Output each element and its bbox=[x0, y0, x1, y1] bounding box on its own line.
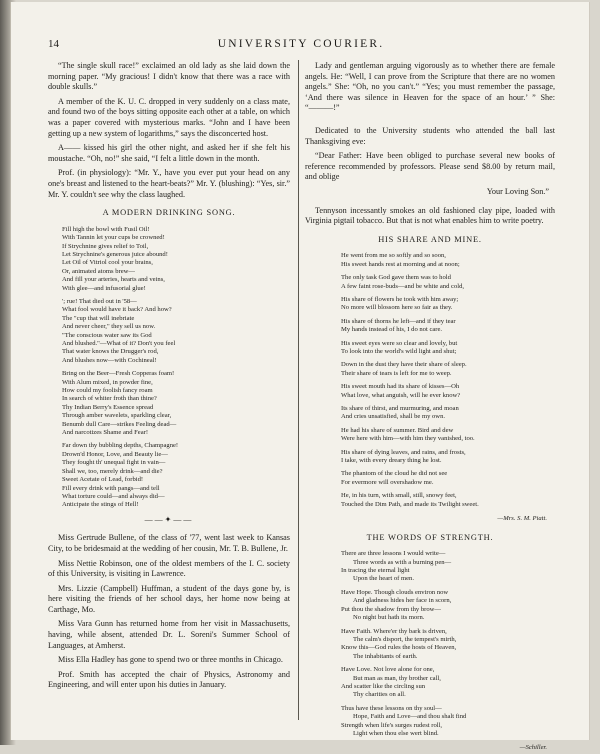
poem-line: Let Strychnine's generous juice abound! bbox=[62, 250, 168, 258]
poem-line: Light when thou else wert blind. bbox=[353, 729, 439, 737]
poem-stanza bbox=[341, 340, 555, 357]
poem-stanza bbox=[341, 492, 555, 509]
poem-line: And never cheer," they sell us now. bbox=[62, 323, 156, 331]
poem-line: For evermore will overshadow me. bbox=[341, 478, 434, 486]
poem-line: I take, with every dreary thing he lost. bbox=[341, 457, 442, 465]
poem-line: Hope, Faith and Love—and thou shalt find bbox=[353, 713, 467, 721]
poem-line: Have Love. Not love alone for one, bbox=[341, 666, 435, 674]
letter-closing: Your Loving Son.” bbox=[486, 186, 549, 196]
tennyson-paragraph: Tennyson incessantly smokes an old fashioned clay pipe, loaded with Virginia pigtail tobacco. But that is not what enables him to write poetry. bbox=[305, 205, 555, 226]
poem-stanza bbox=[62, 298, 290, 365]
page-number: 14 bbox=[48, 38, 59, 50]
poem-line: Put thou the shadow from thy brow— bbox=[341, 605, 441, 613]
personal-paragraph: Miss Vara Gunn has returned home from her visit in Massachusetts, having, while absent, attended Dr. L. Soreni's Summer School of Languages, at Amherst. bbox=[48, 619, 290, 650]
personal-paragraph: Miss Nettie Robinson, one of the oldest members of the I. C. society of this University, is visiting in Lawrence. bbox=[48, 558, 290, 579]
poem-stanza bbox=[341, 628, 555, 662]
poem-line: Thus have these lessons on thy soul— bbox=[341, 704, 442, 712]
poem-line: To look into the world's wild light and shut; bbox=[341, 347, 457, 355]
poem-line: The calm's disport, the tempest's mirth, bbox=[353, 635, 457, 643]
poem-line: And blushes now—with Cochineal! bbox=[62, 356, 157, 364]
poem-line: Bring on the Beer—Fresh Copperas foam! bbox=[62, 370, 175, 378]
poem-stanza bbox=[341, 274, 555, 291]
poem-line: Sweet Acetate of Lead, forbid! bbox=[62, 476, 144, 484]
poem-stanza bbox=[341, 361, 555, 378]
poem-stanza bbox=[62, 370, 290, 437]
poem-line: Drown'd Honor, Love, and Beauty lie— bbox=[62, 450, 168, 458]
poem-line: And blushed."—What of it? Don't you feel bbox=[62, 340, 176, 347]
poem-stanza bbox=[341, 405, 555, 422]
poem-line: What fool would have it back? And how? bbox=[62, 306, 172, 314]
poem-stanza bbox=[341, 589, 555, 623]
poem-line: The only task God gave them was to hold bbox=[341, 274, 451, 282]
poem-stanza bbox=[341, 666, 555, 700]
poem-line: But man as man, thy brother call, bbox=[353, 674, 441, 682]
news-paragraph: “The single skull race!” exclaimed an old lady as she laid down the morning paper. “My gracious! I didn't know that there was a race with double skulls.” bbox=[48, 61, 290, 92]
poem-line: He, in his turn, with small, still, snowy feet, bbox=[341, 492, 457, 500]
poem-line: He went from me so softly and so soon, bbox=[341, 252, 446, 260]
poem-line: The phantom of the cloud he did not see bbox=[341, 470, 448, 478]
poem-stanza bbox=[62, 442, 290, 509]
poem-line: His sweet mouth had its share of kisses—Oh bbox=[341, 383, 460, 391]
poem-line: Have Faith. Where'er thy bark is driven, bbox=[341, 627, 447, 635]
poem-line: Through amber wavelets, sparkling clear, bbox=[62, 412, 172, 420]
left-column bbox=[48, 61, 290, 695]
poem-line: Were here with him—with him they vanished, too. bbox=[341, 435, 475, 443]
poem-title-words-of-strength: THE WORDS OF STRENGTH. bbox=[366, 532, 494, 542]
poem-line: Touched the Dim Path, and made its Twilight sweet. bbox=[341, 500, 479, 508]
angels-paragraph: Lady and gentleman arguing vigorously as to whether there are female angels. He: “Well, I can prove from the Scripture that there are no women angels.” She: “Oh, no you can't.” “Yes; you must remember the passage, ‘And there was silence in Heaven for the space of an hour.’ ” She: “———!” bbox=[305, 61, 555, 113]
poem-stanza bbox=[341, 427, 555, 444]
personal-paragraph: Mrs. Lizzie (Campbell) Huffman, a student of the days gone by, is here visiting the friends of her school days, her home now being at Carthage, Mo. bbox=[48, 583, 290, 614]
his-share-poem bbox=[341, 252, 555, 509]
poem-line: Fill every drink with pangs—and tell bbox=[62, 484, 160, 492]
poem-line: His share of dying leaves, and rains, and frosts, bbox=[341, 448, 466, 456]
personal-paragraph: Miss Ella Hadley has gone to spend two or three months in Chicago. bbox=[58, 655, 283, 665]
poem-stanza bbox=[341, 550, 555, 584]
poem-line: Have Hope. Though clouds environ now bbox=[341, 588, 449, 596]
poem-line: Anticipate the stings of Hell! bbox=[62, 501, 139, 509]
poem-line: His sweet eyes were so clear and lovely, but bbox=[341, 339, 458, 347]
poem-line: His share of thorns he left—and if they tear bbox=[341, 317, 456, 325]
poem-author-piatt: —Mrs. S. M. Piatt. bbox=[497, 515, 547, 523]
poem-title-his-share: HIS SHARE AND MINE. bbox=[378, 234, 482, 244]
poem-line: How could my foolish fancy roam bbox=[62, 387, 153, 395]
dedication-paragraph: Dedicated to the University students who attended the ball last Thanksgiving eve: bbox=[305, 125, 555, 146]
poem-line: '; rue! That died out in '58— bbox=[62, 297, 137, 305]
poem-line: What torture could—and always did— bbox=[62, 492, 165, 500]
poem-line: His sweet hands rest at morning and at noon; bbox=[341, 260, 460, 268]
poem-stanza bbox=[341, 296, 555, 313]
poem-line: Know this—God rules the hosts of Heaven, bbox=[341, 644, 457, 652]
poem-author-schiller: —Schiller. bbox=[519, 744, 547, 752]
personal-paragraph: Miss Gertrude Bullene, of the class of '77, went last week to Kansas City, to be bridesmaid at the wedding of her cousin, Mr. T. B. Bullene, Jr. bbox=[48, 533, 290, 553]
poem-line: With Alum mixed, in powder fine, bbox=[62, 378, 153, 386]
poem-line: Fill high the bowl with Fusil Oil! bbox=[62, 225, 150, 233]
poem-line: And scatter like the circling sun bbox=[341, 682, 426, 690]
poem-line: No night but hath its morn. bbox=[353, 614, 425, 622]
news-paragraph: Prof. (in physiology): “Mr. Y., have you ever put your head on any one's breast and listened to the heart-beats?” Mr. Y. (blushing): “Yes, sir.” Mr. Y. couldn't see why the class laughed. bbox=[48, 168, 290, 199]
poem-line: The "cup that will inebriate bbox=[62, 314, 135, 322]
drinking-song-poem bbox=[62, 226, 290, 510]
column-divider bbox=[298, 60, 299, 720]
poem-line: A few faint rose-buds—and be white and cold, bbox=[341, 282, 465, 290]
page-title: UNIVERSITY COURIER. bbox=[217, 38, 385, 50]
poem-line: They fought th' unequal fight in vain— bbox=[62, 459, 166, 467]
poem-line: And fill your arteries, hearts and veins, bbox=[62, 276, 165, 284]
poem-line: He had his share of summer. Bird and dew bbox=[341, 426, 454, 434]
poem-title-drinking-song: A MODERN DRINKING SONG. bbox=[102, 208, 236, 218]
poem-stanza bbox=[341, 383, 555, 400]
poem-stanza bbox=[341, 252, 555, 269]
poem-stanza bbox=[62, 226, 290, 293]
poem-stanza bbox=[341, 470, 555, 487]
words-of-strength-poem bbox=[341, 550, 555, 738]
ornament-divider: ——✦—— bbox=[144, 514, 194, 524]
poem-line: Down in the dust they have their share of sleep. bbox=[341, 361, 467, 369]
poem-line: No more will blossom here so fair as they. bbox=[341, 304, 453, 312]
right-column bbox=[305, 61, 555, 754]
personal-paragraph: Prof. Smith has accepted the chair of Physics, Astronomy and Engineering, and will enter upon his duties in January. bbox=[48, 669, 290, 690]
poem-line: Thy Indian Berry's Essence spread bbox=[62, 403, 154, 411]
poem-line: In tracing the eternal light bbox=[341, 567, 410, 575]
poem-line: Thy charities on all. bbox=[353, 691, 406, 699]
poem-line: What love, what anguish, will he ever know? bbox=[341, 391, 461, 399]
poem-line: The inhabitants of earth. bbox=[353, 652, 418, 660]
poem-line: Their share of tears is left for me to weep. bbox=[341, 369, 452, 377]
news-paragraph: A member of the K. U. C. dropped in very suddenly on a class mate, and found two of the boys sitting opposite each other at a table, on which was a paper covered with mysterious marks. “John and I have been getting up a new system of logarithms,” says the disconcerted host. bbox=[48, 96, 290, 138]
poem-line: My hands instead of his, I do not care. bbox=[341, 326, 443, 334]
poem-line: His share of flowers he took with him away; bbox=[341, 295, 459, 303]
left-bottom-paragraphs bbox=[48, 533, 290, 691]
poem-line: Its share of thirst, and murmuring, and moan bbox=[341, 405, 459, 412]
poem-line: In search of whiter froth than thine? bbox=[62, 395, 157, 403]
poem-line: With Tannin let your cups be crowned! bbox=[62, 234, 165, 242]
poem-line: Benumb dull Care—strikes Feeling dead— bbox=[62, 420, 177, 428]
poem-line: Let Oil of Vitriol cool your brains, bbox=[62, 259, 153, 267]
poem-line: And gladness hides her face in scorn, bbox=[353, 597, 452, 605]
poem-line: Shall we, too, merely drink—and die? bbox=[62, 467, 163, 475]
poem-stanza bbox=[341, 449, 555, 466]
page-header bbox=[48, 38, 554, 54]
poem-stanza bbox=[341, 705, 555, 739]
poem-stanza bbox=[341, 318, 555, 335]
poem-line: Or, animated atoms brew— bbox=[62, 267, 135, 275]
poem-line: Three words as with a burning pen— bbox=[353, 558, 452, 566]
poem-line: If Strychnine gives relief to Toil, bbox=[62, 242, 149, 250]
poem-line: "The conscious water saw its God bbox=[62, 331, 152, 339]
left-top-paragraphs bbox=[48, 61, 290, 200]
poem-line: And narcotizes Shame and Fear! bbox=[62, 429, 149, 437]
poem-line: Upon the heart of men. bbox=[353, 575, 414, 583]
news-paragraph: A—— kissed his girl the other night, and asked her if she felt his moustache. “Oh, no!” she said, “I felt a little down in the month. bbox=[48, 143, 290, 163]
poem-line: And cries unsatisfied, shall be my own. bbox=[341, 413, 446, 421]
poem-line: With glee—and infusorial glue! bbox=[62, 284, 146, 292]
poem-line: There are three lessons I would write— bbox=[341, 550, 446, 558]
letter-paragraph: “Dear Father: Have been obliged to purchase several new books of reference recommended by professors. Please send $8.00 by return mail, and oblige bbox=[305, 151, 555, 182]
poem-line: That water knows the Drugger's rod, bbox=[62, 348, 159, 356]
poem-line: Far down thy bubbling depths, Champagne! bbox=[62, 442, 179, 450]
poem-line: Strength when life's surges rudest roll, bbox=[341, 721, 443, 729]
